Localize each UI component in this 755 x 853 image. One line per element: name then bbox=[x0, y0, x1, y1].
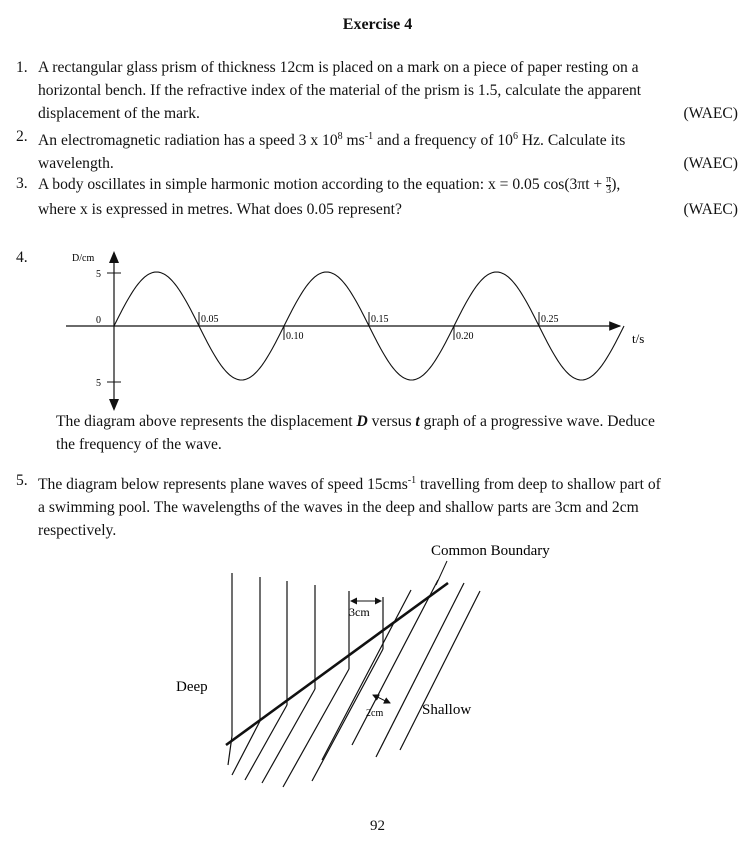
question-text: the frequency of the wave. bbox=[56, 436, 222, 453]
y-axis-label: D/cm bbox=[72, 253, 95, 264]
question-number: 5. bbox=[16, 472, 28, 489]
question-text: A body oscillates in simple harmonic motion according to the equation: x = 0.05 cos(3πt + $\frac{\pi}{3}$ ), bbox=[38, 173, 621, 196]
displacement-time-graph bbox=[0, 245, 755, 415]
shallow-wavelength-label: 2cm bbox=[366, 708, 384, 719]
question-3 bbox=[16, 172, 738, 221]
shallow-wavefront bbox=[400, 591, 480, 750]
deep-wavefronts bbox=[232, 573, 383, 736]
question-2 bbox=[16, 125, 738, 175]
question-1 bbox=[16, 56, 738, 125]
crossing-label: 0.20 bbox=[456, 331, 474, 342]
question-text: respectively. bbox=[38, 522, 117, 540]
crossing-label: 0.10 bbox=[286, 331, 304, 342]
question-text: wavelength. bbox=[38, 155, 114, 173]
x-axis-label: t/s bbox=[632, 331, 645, 346]
page-title: Exercise 4 bbox=[342, 16, 413, 33]
question-number: 3. bbox=[16, 175, 28, 192]
crossing-label: 0.05 bbox=[201, 314, 219, 325]
crossing-label: 0.25 bbox=[541, 314, 559, 325]
question-text: horizontal bench. If the refractive index of the material of the prism is 1.5, calculate the apparent bbox=[38, 82, 642, 99]
question-text: A rectangular glass prism of thickness 12cm is placed on a mark on a piece of paper resting on a bbox=[38, 59, 639, 76]
deep-wavelength-label: 3cm bbox=[349, 605, 370, 619]
deep-label: Deep bbox=[176, 679, 208, 695]
question-4-caption bbox=[16, 410, 738, 456]
page-number: 92 bbox=[370, 818, 385, 834]
question-text: The diagram above represents the displacement D versus t graph of a progressive wave. Deduce bbox=[56, 413, 655, 430]
y-tick-label-zero: 0 bbox=[96, 315, 101, 326]
shallow-wavefront bbox=[376, 583, 464, 757]
y-tick-label-bottom: 5 bbox=[96, 378, 101, 389]
question-number: 1. bbox=[16, 59, 28, 76]
crossing-marks bbox=[199, 312, 559, 342]
axis-arrow-up bbox=[109, 251, 119, 263]
question-text: displacement of the mark. bbox=[38, 105, 200, 122]
question-text: where x is expressed in metres. What does 0.05 represent? bbox=[38, 201, 402, 218]
source-tag: (WAEC) bbox=[683, 155, 738, 173]
question-text: An electromagnetic radiation has a speed 3 x $10^8$ $ms^{-1}$ and a frequency of $10^6$ Hz. Calculate its bbox=[38, 131, 626, 150]
question-text: The diagram below represents plane waves of speed 15cms$^{-1}$ travelling from deep to shallow part of bbox=[38, 475, 661, 494]
common-boundary-label: Common Boundary bbox=[431, 543, 550, 559]
question-number: 2. bbox=[16, 128, 28, 145]
source-tag: (WAEC) bbox=[683, 201, 738, 218]
question-number: 4. bbox=[16, 249, 28, 266]
shallow-label: Shallow bbox=[422, 702, 472, 718]
question-text: a swimming pool. The wavelengths of the waves in the deep and shallow parts are 3cm and 2cm bbox=[38, 499, 639, 517]
question-5 bbox=[16, 469, 738, 542]
crossing-label: 0.15 bbox=[371, 314, 389, 325]
y-tick-label-top: 5 bbox=[96, 269, 101, 280]
refraction-diagram bbox=[0, 535, 755, 795]
source-tag: (WAEC) bbox=[683, 105, 738, 122]
